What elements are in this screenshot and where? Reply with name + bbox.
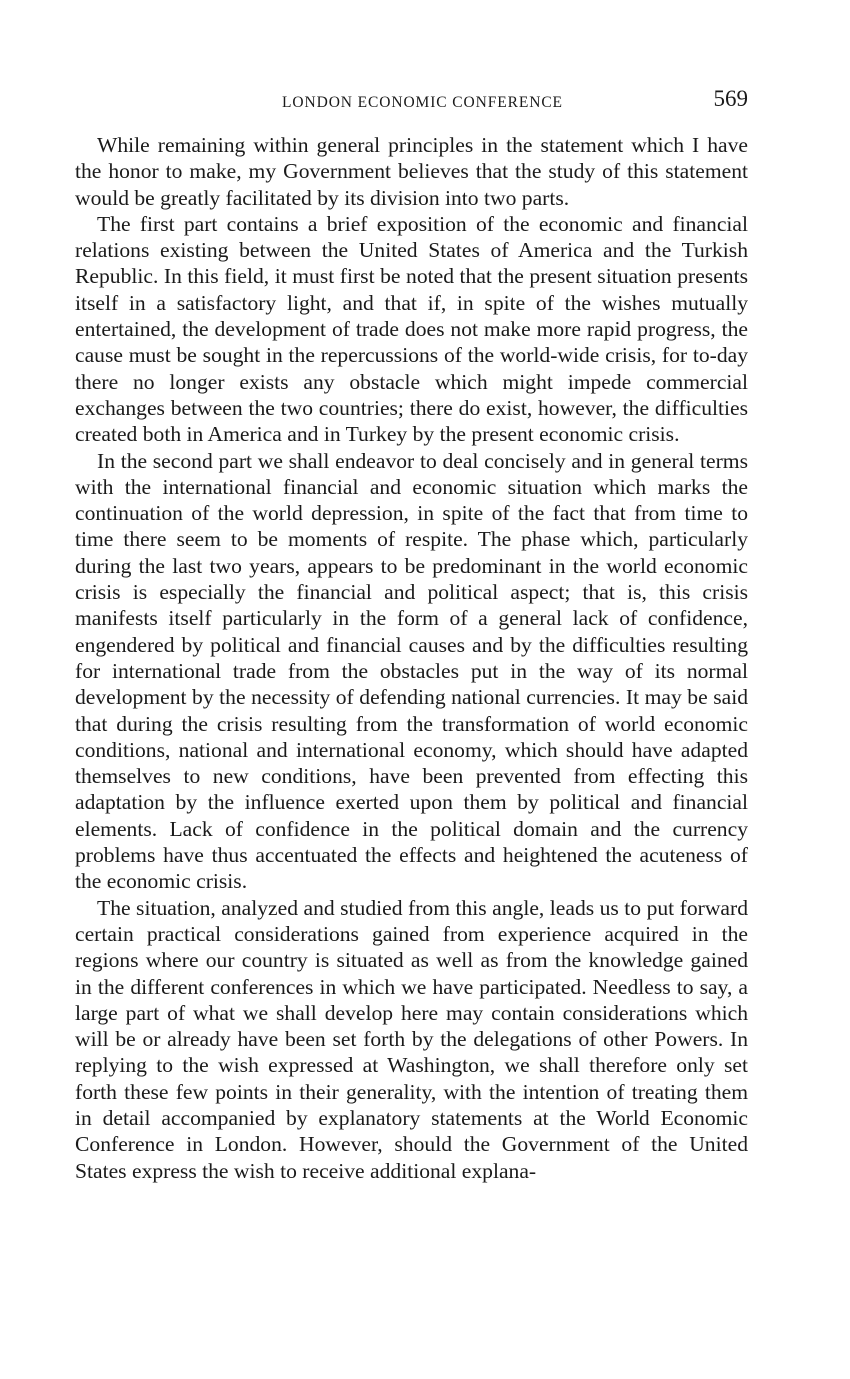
- page-number: 569: [713, 86, 748, 111]
- paragraph-2: The first part contains a brief exposition of the economic and financial relations existing between the United States of America and the Turkish Republic. In this field, it must first be noted that the present situation presents itself in a satisfactory light, and that if, in spite of the wishes mutually entertained, the development of trade does not make more rapid progress, the cause must be sought in the repercussions of the world-wide crisis, for to-day there no longer exists any obstacle which might impede commercial exchanges between the two countries; there do exist, however, the difficulties created both in America and in Turkey by the present economic crisis.: [75, 211, 748, 447]
- running-title: LONDON ECONOMIC CONFERENCE: [282, 94, 563, 111]
- page-header: [75, 86, 748, 118]
- paragraph-4: The situation, analyzed and studied from this angle, leads us to put forward certain practical considerations gained from experience acquired in the regions where our country is situated as well as from the knowledge gained in the different conferences in which we have participated. Needless to say, a large part of what we shall develop here may contain considerations which will be or already have been set forth by the delegations of other Powers. In replying to the wish expressed at Washington, we shall therefore only set forth these few points in their generality, with the intention of treating them in detail accompanied by explanatory statements at the World Economic Conference in London. However, should the Government of the United States express the wish to receive additional explana-: [75, 895, 748, 1183]
- paragraph-1: While remaining within general principles in the statement which I have the honor to make, my Government believes that the study of this statement would be greatly facilitated by its division into two parts.: [75, 133, 748, 210]
- body-text: [75, 132, 748, 1184]
- paragraph-3: In the second part we shall endeavor to deal concisely and in general terms with the international financial and economic situation which marks the continuation of the world depression, in spite of the fact that from time to time there seem to be moments of respite. The phase which, particularly during the last two years, appears to be predominant in the world economic crisis is especially the financial and political aspect; that is, this crisis manifests itself particularly in the form of a general lack of confidence, engendered by political and financial causes and by the difficulties resulting for international trade from the obstacles put in the way of its normal development by the necessity of defending national currencies. It may be said that during the crisis resulting from the transformation of world economic conditions, national and international economy, which should have adapted themselves to new conditions, have been prevented from effecting this adaptation by the influence exerted upon them by political and financial elements. Lack of confidence in the political domain and the currency problems have thus accentuated the effects and heightened the acuteness of the economic crisis.: [75, 448, 748, 894]
